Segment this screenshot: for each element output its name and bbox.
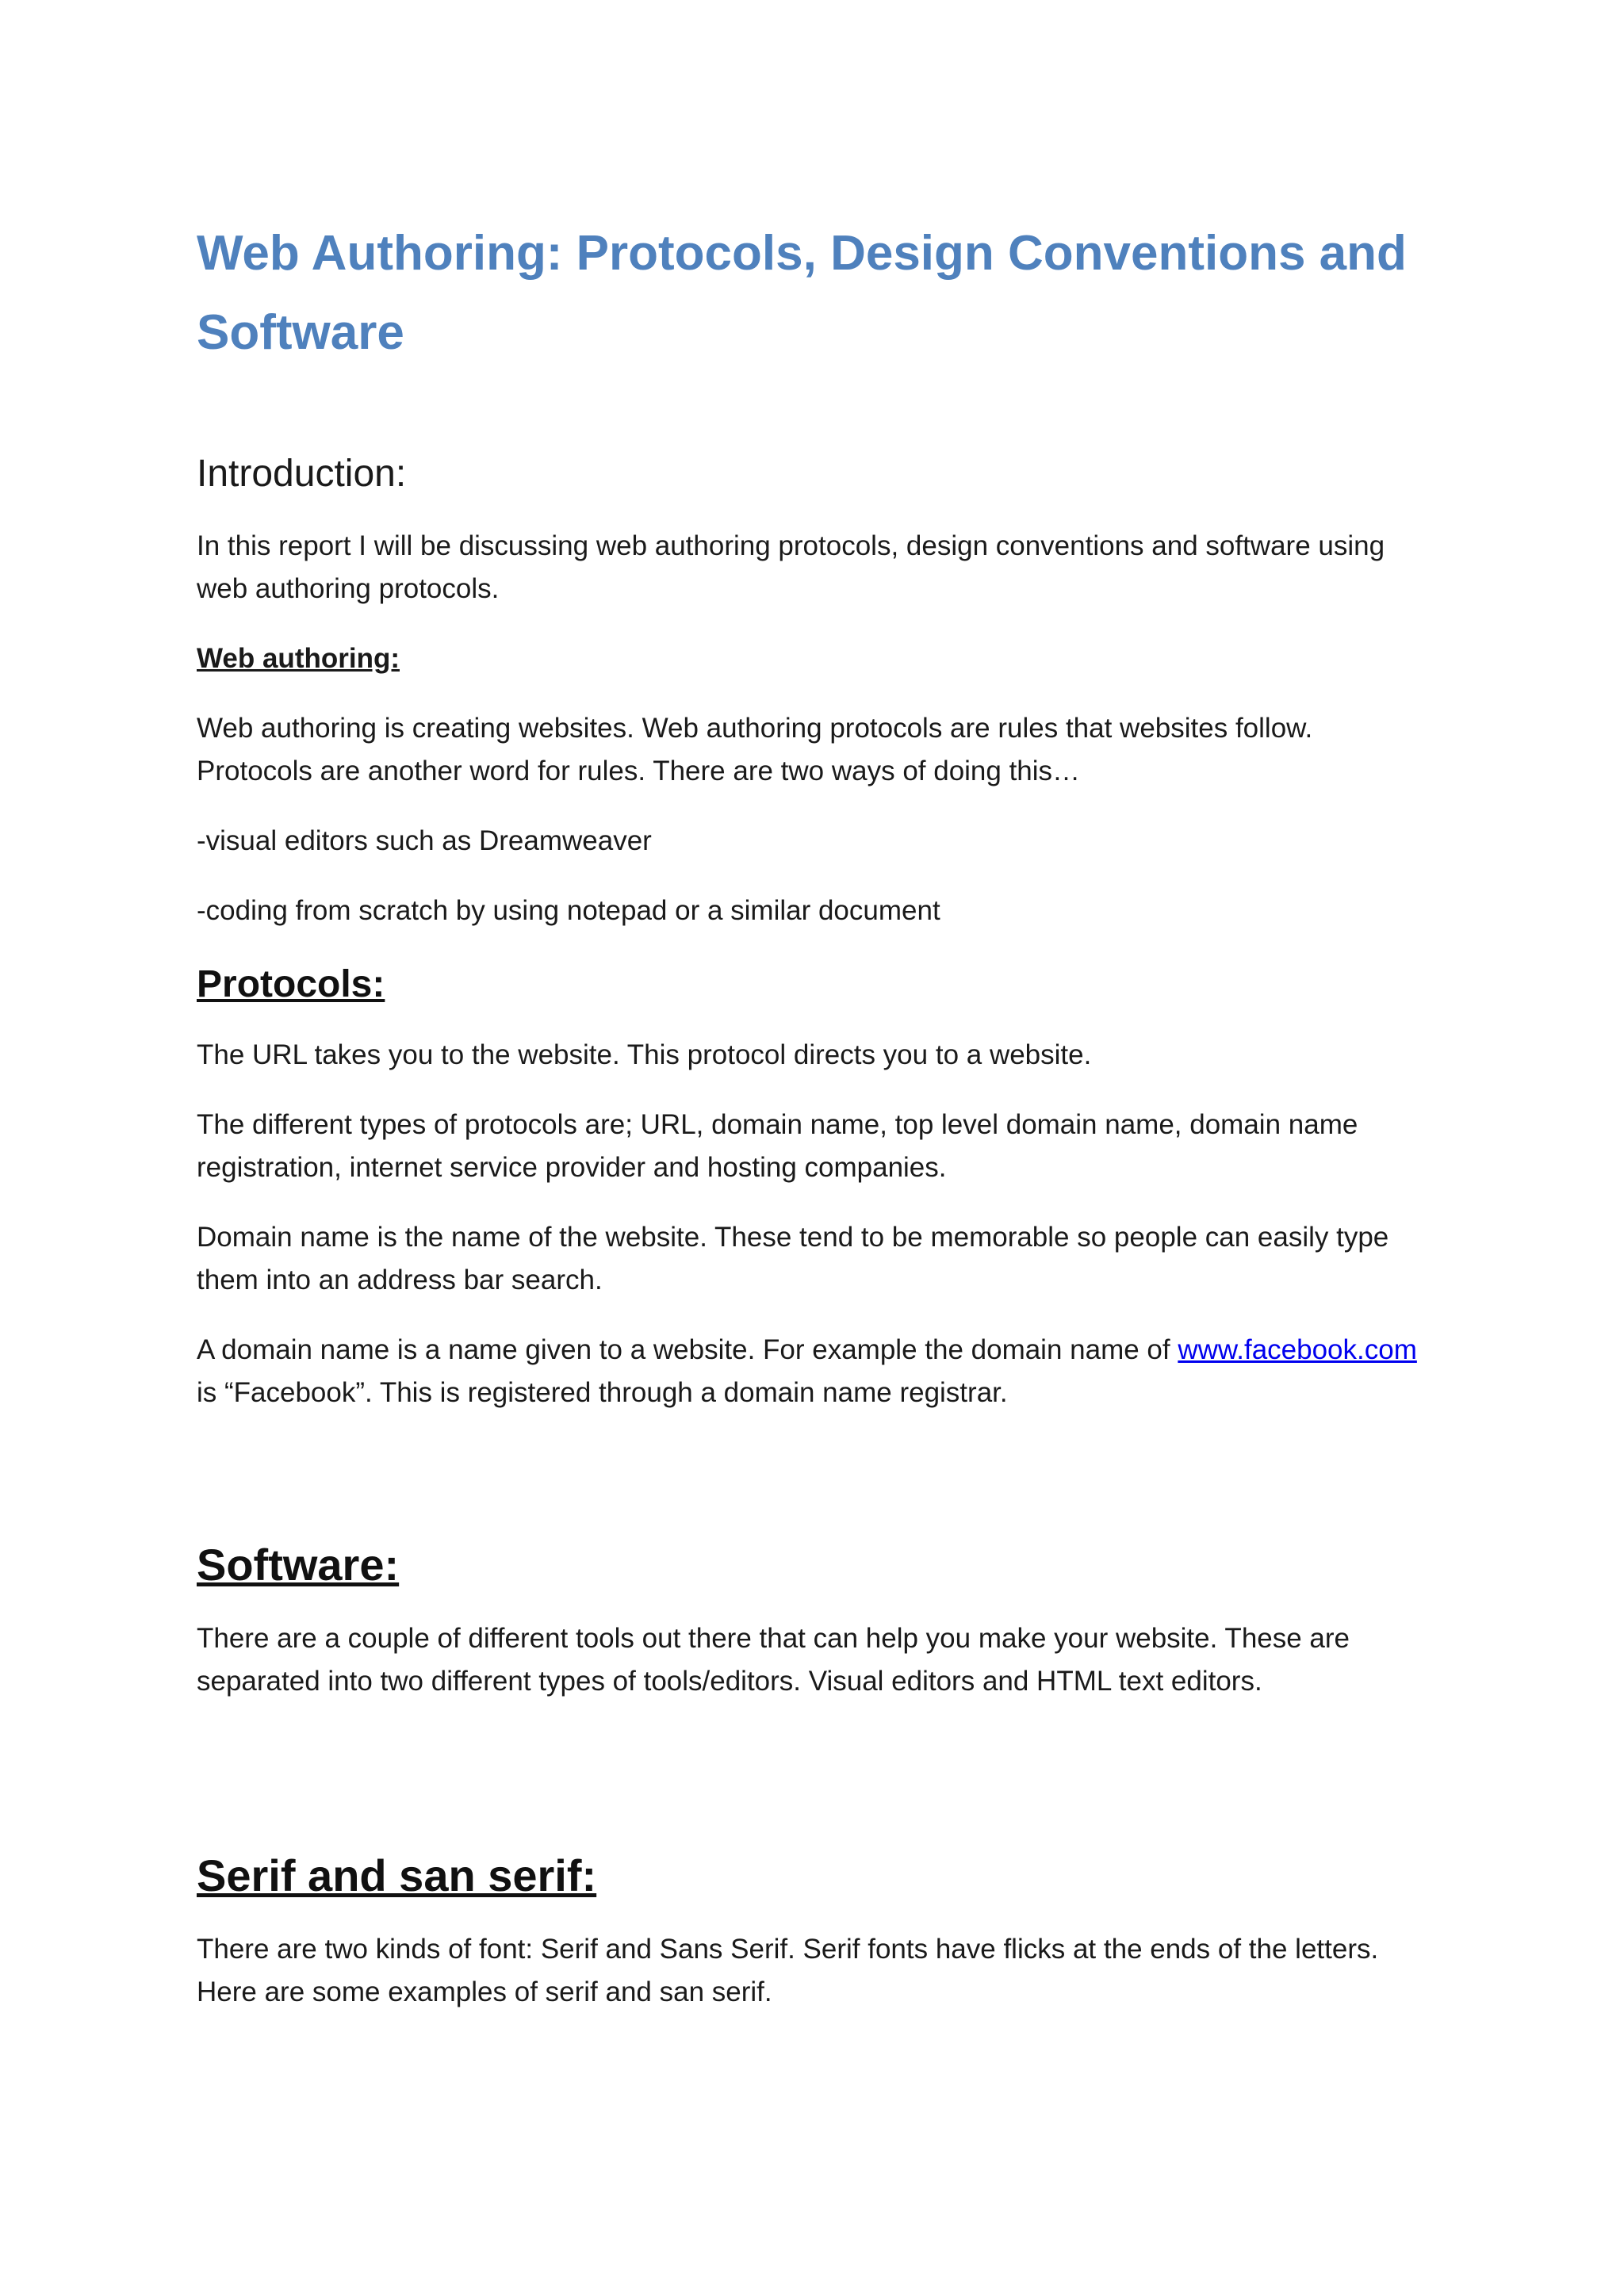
introduction-paragraph: In this report I will be discussing web authoring protocols, design conventions and software using web authoring protocols.	[197, 530, 1385, 604]
serif-heading: Serif and san serif:	[197, 1850, 597, 1900]
protocols-heading: Protocols:	[197, 963, 385, 1005]
example-text-before: A domain name is a name given to a website. For example the domain name of	[197, 1334, 1178, 1365]
introduction-heading: Introduction:	[197, 453, 407, 495]
document-title: Web Authoring: Protocols, Design Conventions and Software	[197, 226, 1407, 360]
facebook-link[interactable]: www.facebook.com	[1178, 1334, 1417, 1365]
web-authoring-paragraph: Web authoring is creating websites. Web authoring protocols are rules that websites follow. Protocols are another word for rules. There are two ways of doing this…	[197, 713, 1313, 786]
list-item-coding-from-scratch: -coding from scratch by using notepad or a similar document	[197, 895, 940, 926]
spacer	[197, 1441, 1434, 1536]
list-item-visual-editors: -visual editors such as Dreamweaver	[197, 825, 652, 856]
protocols-paragraph-types: The different types of protocols are; URL, domain name, top level domain name, domain name registration, internet service provider and hosting companies.	[197, 1109, 1358, 1183]
protocols-paragraph-example	[197, 1329, 1434, 1414]
serif-paragraph: There are two kinds of font: Serif and Sans Serif. Serif fonts have flicks at the ends of the letters. Here are some examples of serif and san serif.	[197, 1934, 1379, 2007]
protocols-paragraph-domain-name: Domain name is the name of the website. These tend to be memorable so people can easily type them into an address bar search.	[197, 1222, 1389, 1295]
example-text-after: is “Facebook”. This is registered through a domain name registrar.	[197, 1377, 1008, 1408]
spacer	[197, 1730, 1434, 1847]
protocols-paragraph-url: The URL takes you to the website. This protocol directs you to a website.	[197, 1039, 1092, 1070]
software-heading: Software:	[197, 1540, 400, 1590]
software-paragraph: There are a couple of different tools out there that can help you make your website. These are separated into two different types of tools/editors. Visual editors and HTML text editors.	[197, 1623, 1350, 1697]
document-page	[197, 214, 1434, 2041]
web-authoring-heading: Web authoring:	[197, 643, 400, 674]
